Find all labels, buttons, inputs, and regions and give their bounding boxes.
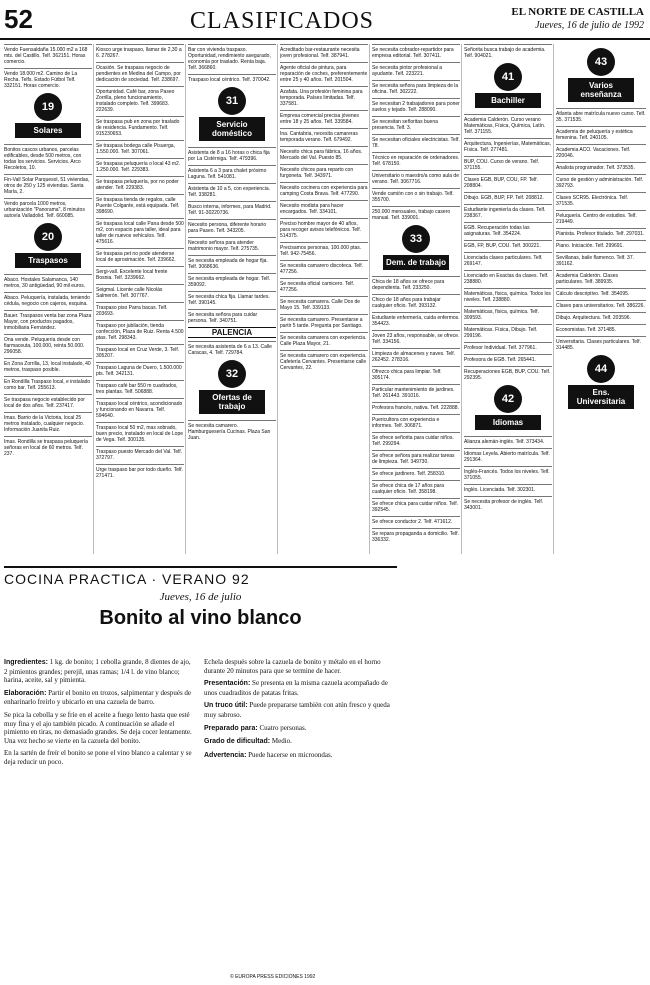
classified-column <box>464 44 552 560</box>
classified-ad: Se ofrece jardinero. Telf. 258310. <box>372 468 460 477</box>
classified-ad: Se traspasa bodega calle Pisuerga, 1.550.000. Telf. 307061. <box>96 140 184 155</box>
classified-ad: Se ofrece señora para realizar tareas de limpieza. Telf. 349730. <box>372 450 460 465</box>
classified-ad: Curso de gestión y administración. Telf. 392793. <box>556 174 646 189</box>
classified-ad: Necesito cocinera con experiencia para camping Costa Brava. Telf. 477290. <box>280 182 368 197</box>
classified-ad: Bar con vivienda traspaso. Oportunidad, rendimiento asegurado, economía por traslado. Renta baja. Telf. 366860. <box>188 44 276 71</box>
category-label: Bachiller <box>475 93 541 108</box>
classified-ad: Necesito persona, diferente horario para Paseo. Telf. 343205. <box>188 219 276 234</box>
classified-ad: Ina. Cantabria, necesita camareras temporada verano. Telf. 679492. <box>280 128 368 143</box>
classified-ad: Clases para universitarios. Telf. 386226. <box>556 300 646 309</box>
classified-ad: Matemáticas, física, química. Todos los niveles. Telf. 238880. <box>464 288 552 303</box>
recipe-paragraph: Se pica la cebolla y se fríe en el aceite a fuego lento hasta que esté muy fina y el ajo también picado. A continuación se añade el pimiento en tiras, no demasiado grandes. Se deja cocer lentamente. Una vez hecho se vierte en la cazuela del bonito. <box>4 710 192 745</box>
classified-ad: Puericultora con experiencia e informes. Telf. 306871. <box>372 414 460 429</box>
classified-ad: Urge traspaso bar por todo dueño. Telf. 271471. <box>96 464 184 479</box>
classified-ad: Vende camión con o sin trabajo. Telf. 355700. <box>372 188 460 203</box>
classified-ad: Se necesita asistenta de 6 a 13. Calle Caracas, 4. Telf. 729784. <box>188 341 276 356</box>
header-rule <box>0 38 650 40</box>
classified-ad: Abaco. Peluquería, instalada, teniendo cédula, negocio con cajeros, esquina. <box>4 292 92 307</box>
classified-ad: Traspaso local 50 m2, mas sobrado, buen precio, instalado en local de Lope de Vega. Telf. 300135. <box>96 422 184 443</box>
recipe-paragraph: Echela después sobre la cazuela de bonito y métalo en el horno durante 20 minutos para que se termine de hacer. <box>204 658 381 675</box>
classified-ad: Empresa comercial precisa jóvenes entre 18 y 25 años. Telf. 339584. <box>280 110 368 125</box>
classified-ad: Ocasión. Se traspasa negocio de pendientes en Medina del Campo, por dedicación de sociedad. Telf. 238697. <box>96 62 184 83</box>
classified-ad: Estudiante ingeniería da clases. Telf. 238367. <box>464 204 552 219</box>
classified-ad: Academia de peluquería y estética femenina. Telf. 240105. <box>556 126 646 141</box>
classified-ad: Asistenta de 10 a 5, con experiencia. Telf. 338281. <box>188 183 276 198</box>
classified-ad: Se necesita oficial carnicero. Telf. 477256. <box>280 278 368 293</box>
classified-ad: Se necesita cobrador-repartidor para empresa editorial. Telf. 307411. <box>372 44 460 59</box>
classified-ad: Asistenta de 8 a 16 horas o chica fija por La Cistérniga. Telf. 479396. <box>188 147 276 162</box>
classified-ad: Profesora francés, nativa. Telf. 222888. <box>372 402 460 411</box>
copyright: © EUROPA PRESS EDICIONES 1992 <box>230 974 316 980</box>
classified-ad: Fin-Vall Solar Parquesol, 51 viviendas, otros de 250 y 125 viviendas. Santa María, 2. <box>4 174 92 195</box>
category-badge <box>475 63 541 108</box>
classified-ad: Arquitectura, Ingenierías, Matemáticas, Física. Telf. 277481. <box>464 138 552 153</box>
classified-column <box>4 44 92 560</box>
classified-ad: En Rondilla Traspaso local, e instalado como bar. Telf. 255613. <box>4 376 92 391</box>
category-badge <box>15 223 81 268</box>
column-divider <box>553 44 554 554</box>
classified-ad: Se necesita empleada de hogar fija. Telf. 3068636. <box>188 255 276 270</box>
classified-ad: Academia ACO. Vacaciones. Telf. 220046. <box>556 144 646 159</box>
classified-ad: Necesito chica para fábrica, 16 años. Mercado del Val. Puesto 85. <box>280 146 368 161</box>
classified-ad: Bauer. Traspasos venta bar zona Plaza Mayor, con productos pagados, inmobiliaria Fernández. <box>4 310 92 331</box>
recipe-series-title: COCINA PRACTICA · VERANO 92 <box>4 566 397 587</box>
category-number: 44 <box>587 355 615 383</box>
classified-ad: Se necesita chica fija. Llamar tardes. Telf. 390145. <box>188 291 276 306</box>
classified-column <box>96 44 184 560</box>
classified-ad: Traspaso local céntrico. Telf. 370042. <box>188 74 276 83</box>
classified-ad: EGB, FP, BUP, COU. Telf. 300221. <box>464 240 552 249</box>
classified-ad: 250.000 mensuales, trabajo casero manual. Telf. 339001. <box>372 206 460 221</box>
classified-ad: Academia Calderón. Curso verano Matemáticas, Física, Química, Latín. Telf. 371155. <box>464 114 552 135</box>
classified-ad: Licenciado en Exactas da clases. Telf. 238880. <box>464 270 552 285</box>
classified-ad: Traspaso Laguna de Duero, 1.500.000 pts. Telf. 342131. <box>96 362 184 377</box>
classified-ad: Kiosco urge traspaso, llamar de 2,30 a 6. 278267. <box>96 44 184 59</box>
classified-ad: Licenciada clases particulares. Telf. 269147. <box>464 252 552 267</box>
recipe-date: Jueves, 16 de julio <box>159 591 242 603</box>
classified-ad: Se traspasa local calle Pana desde 500 m2, con espacio para taller, ideal para taller de nuevos vehículos. Telf. 475616. <box>96 218 184 245</box>
category-badge <box>199 360 265 414</box>
classified-ad: Oportunidad. Café bar, zona Paseo Zorrilla, pleno funcionamiento, instalado completo. Telf. 399683. 222639. <box>96 86 184 113</box>
column-divider <box>185 44 186 554</box>
category-number: 20 <box>34 223 62 251</box>
classified-ad: Idiomas Leyela. Abierto matrícula. Telf. 291364. <box>464 448 552 463</box>
classified-ad: Alianza alemán-inglés. Telf. 373434. <box>464 436 552 445</box>
classified-ad: Se necesitan señoritas buena presencia. Telf. 3. <box>372 116 460 131</box>
recipe-paragraph: En la sartén de freír el bonito se pone el vino blanco a calentar y se deja reducir un poco. <box>4 749 192 766</box>
classified-ad: Imas. Barrio de la Victoria, local 25 metros instalado, cualquier negocio. Información Juanita Ruiz. <box>4 412 92 433</box>
category-number: 41 <box>494 63 522 91</box>
recipe-paragraph: Ingredientes: 1 kg. de bonito; 1 cebolla grande, 8 dientes de ajo, 2 pimientos grandes; perejil, unas ramas; 1/4 l. de vino blanco; harina, aceite, sal y pimienta. <box>4 658 191 685</box>
recipe-headline: Bonito al vino blanco <box>99 607 302 629</box>
classified-ad: Vendo parcela 1000 metros, urbanización "Panorama", 8 minutos autovía Valladolid. Telf. 660085. <box>4 198 92 219</box>
classified-ad: Matemáticas. Física, Dibujo. Telf. 299196. <box>464 324 552 339</box>
classified-ad: Abaco. Hostales Salamanca, 140 metros, 30 antigüedad, 90 mil euros. <box>4 274 92 289</box>
column-divider <box>93 44 94 554</box>
classified-ad: Sergi-vall. Excelente local frente Bosnia. Telf. 3239662. <box>96 266 184 281</box>
classified-ad: Chica de 18 años se ofrece para dependienta. Telf. 233250. <box>372 276 460 291</box>
classified-ad: Vendo Fuensaldaña 15.000 m2 a 168 mts. del Castillo. Telf. 362151. Horas comercio. <box>4 44 92 65</box>
classified-ad: Universitario o maestro/a como aula de verano. Telf. 3067716. <box>372 170 460 185</box>
city-heading: PALENCIA <box>188 327 276 338</box>
classified-ad: Particular mantenimiento de jardines. Telf. 261443. 391016. <box>372 384 460 399</box>
classified-ad: Clases EGB, BUP, COU, FP. Telf. 208804. <box>464 174 552 189</box>
recipe-label: Un truco útil: <box>204 702 248 710</box>
classified-ad: Precisamos personas, 100.000 ptas. Telf. 942-75456. <box>280 242 368 257</box>
classified-ad: Profesora de EGB. Telf. 265441. <box>464 354 552 363</box>
classified-column <box>188 44 276 560</box>
classified-ad: Se necesita señora para limpieza de la oficina. Telf. 302222. <box>372 80 460 95</box>
classified-ad: Bonitos cascos urbanos, parcelas edificables, desde 500 metros, con todas los servicios. Servicios. Arco Recoletos, 10. <box>4 144 92 171</box>
classified-ad: Técnico en reparación de ordenadores. Telf. 678150. <box>372 152 460 167</box>
classified-ad: Se ofrece conductor 2. Telf. 471612. <box>372 516 460 525</box>
classified-ad: Acreditado bar-restaurante necesita joven profesional. Telf. 387941. <box>280 44 368 59</box>
classified-ad: Se traspasa pet no pode atenderse local de aproximación. Telf. 239662. <box>96 248 184 263</box>
classified-ad: Se necesita camarera. Calle Dos de Mayo 15. Telf. 339133. <box>280 296 368 311</box>
page-header <box>0 0 650 40</box>
classified-ad: Peluquería. Centro de estudios. Telf. 219449. <box>556 210 646 225</box>
classified-ad: Inglés-Francés. Todos los niveles. Telf. 371055. <box>464 466 552 481</box>
recipe-label: Grado de dificultad: <box>204 738 271 746</box>
column-divider <box>369 44 370 554</box>
category-badge <box>199 87 265 141</box>
classified-ad: Se necesita camarera con experiencia. Calle Plaza Mayor, 21. <box>280 332 368 347</box>
classified-ad: Asistenta 6 a 3 para chalet próximo Laguna. Telf. 541081. <box>188 165 276 180</box>
classified-ad: Dibujo. EGB, BUP, FP. Telf. 208812. <box>464 192 552 201</box>
column-divider <box>461 44 462 554</box>
classified-ad: Analista programador. Telf. 373535. <box>556 162 646 171</box>
classified-ad: BUP, COU. Curso de verano. Telf. 371155. <box>464 156 552 171</box>
category-label: Ofertas de trabajo <box>199 390 265 414</box>
classified-ad: Recuperaciones EGB, BUP, COU. Telf. 292395. <box>464 366 552 381</box>
category-label: Dem. de trabajo <box>383 255 449 270</box>
classified-ad: Se necesita empleada de hogar. Telf. 359092. <box>188 273 276 288</box>
classified-ad: Se necesita camarero. Hamburguesería Cucinas. Plaza San Juan. <box>188 420 276 441</box>
category-label: Traspasos <box>15 253 81 268</box>
classified-ad: Inglés. Licenciada. Telf. 302301. <box>464 484 552 493</box>
section-title: CLASIFICADOS <box>190 8 375 34</box>
classified-ad: Universitaria. Clases particulares. Telf. 314485. <box>556 336 646 351</box>
classified-ad: Traspaso puesto Mercado del Val. Telf. 372797. <box>96 446 184 461</box>
classified-ad: Se traspasa pub en zona por traslado de residencia. Fundamento. Telf. 915230653. <box>96 116 184 137</box>
category-label: Ens. Universitaria <box>568 385 634 409</box>
issue-date: Jueves, 16 de julio de 1992 <box>535 20 644 31</box>
classified-ad: Se necesita profesor de inglés. Telf. 343001. <box>464 496 552 511</box>
category-number: 31 <box>218 87 246 115</box>
classified-ad: Se necesitan oficiales electricistas. Telf. 78. <box>372 134 460 149</box>
recipe-paragraph: Presentación: Se presenta en la misma cazuela acompañado de unos cuadraditos de patatas fritas. <box>204 679 388 697</box>
classified-ad: Se necesitan 2 trabajadores para poner suelos y tejado. Telf. 288090. <box>372 98 460 113</box>
recipe-box <box>4 566 397 966</box>
classified-ad: Ofrezco chica para limpiar. Telf. 305174. <box>372 366 460 381</box>
classified-ad: Ona vende. Peluquería desde con fiarmaceuta, 100.000, reinta 50.000. 296058. <box>4 334 92 355</box>
classified-ad: Profesor Individual. Telf. 377961. <box>464 342 552 351</box>
classified-column <box>556 44 646 560</box>
recipe-paragraph: Elaboración: Partir el bonito en trozos, salpimentar y después de enharinarlo freírlo y ubicarlo en una cazuela de barro. <box>4 688 192 707</box>
classified-ad: Imas. Rondilla se traspasa peluquería señoras en local de 60 metros. Telf. 237. <box>4 436 92 457</box>
classified-ad: Se necesita pintor profesional a ayudante. Telf. 223221. <box>372 62 460 77</box>
classified-ad: Se necesita camarero con experiencia. Cafetería Cervantes. Presentarse calle Cervantes, 22. <box>280 350 368 371</box>
classified-ad: Azafata. Una profesión feminina para temporada. Países limitadas. Telf. 337581. <box>280 86 368 107</box>
recipe-paragraph: Advertencia: Puede hacerse en microondas. <box>204 750 333 759</box>
classified-ad: Se ofrece señorita para cuidar niños. Telf. 299294. <box>372 432 460 447</box>
classified-ad: Se ofrece chica para cuidar niños. Telf. 392545. <box>372 498 460 513</box>
classified-ad: Se necesita camarero discoteca. Telf. 477256. <box>280 260 368 275</box>
category-badge <box>475 385 541 430</box>
recipe-paragraph: Grado de dificultad: Medio. <box>204 737 292 746</box>
recipe-label: Advertencia: <box>204 751 247 759</box>
category-badge <box>383 225 449 270</box>
category-number: 32 <box>218 360 246 388</box>
classified-ad: Traspaso café bar 550 m cuadrados, tres plantas. Telf. 506888. <box>96 380 184 395</box>
classified-ad: En Zona Zorrilla, 13, local instalado, 40 metros, traspaso posible. <box>4 358 92 373</box>
classified-ad: Se necesita señora para cuidar persona. Telf. 340751. <box>188 309 276 324</box>
recipe-left-column <box>4 658 194 771</box>
classified-ad: Pianista. Profesor titulado. Telf. 297031. <box>556 228 646 237</box>
classified-ad: Señorita busca trabajo de academia. Telf. 904021. <box>464 44 552 59</box>
classified-ad: Se repara propaganda a domicilio. Telf. 336332. <box>372 528 460 543</box>
classified-ad: Traspaso por jubilación, tienda confección, Plaza de Ruiz. Renta 4.500 ptas. Telf. 298343. <box>96 320 184 341</box>
classified-ad: Vendo 18.000 m2. Camino de La Recha. Telfs. Estado Fútbol Telf. 332151. Horas comercio. <box>4 68 92 89</box>
classified-ad: Piano. Iniciación. Telf. 299691. <box>556 240 646 249</box>
classified-ad: Agente oficial de pintura, para reparación de coches, preferentemente entre 25 y 40 años. Telf. 201504. <box>280 62 368 83</box>
classified-ad: Sevillanas, baile flamenco. Telf. 37. 391162. <box>556 252 646 267</box>
classified-ad: Preciso hombre mayor de 40 años, para recoger avisos telefónicos. Telf. 514375. <box>280 218 368 239</box>
category-label: Idiomas <box>475 415 541 430</box>
classified-ad: Se traspasa tienda de regalos, calle Puente Colgante, está equipada. Telf. 398690. <box>96 194 184 215</box>
recipe-label: Ingredientes: <box>4 659 48 666</box>
category-number: 19 <box>34 93 62 121</box>
category-number: 43 <box>587 48 615 76</box>
classified-ad: Traspaso local céntrico, acondicionado y funcionando en Navarra. Telf. 594640. <box>96 398 184 419</box>
classified-ad: Joven 23 años, responsable, se ofrece. Telf. 334156. <box>372 330 460 345</box>
recipe-right-column <box>204 658 394 764</box>
recipe-label: Preparado para: <box>204 724 258 732</box>
classified-ad: Necesito chicos para reparto con furgoneta. Telf. 343971. <box>280 164 368 179</box>
category-badge <box>568 355 634 409</box>
recipe-paragraph: Un truco útil: Puede prepararse también con atún fresco y queda muy sabroso. <box>204 701 390 719</box>
classified-ad: Atlanta abre matrícula nuevo curso. Telf. 35. 371535. <box>556 108 646 123</box>
category-label: Servicio doméstico <box>199 117 265 141</box>
category-label: Varios enseñanza <box>568 78 634 102</box>
classified-ad: Necesito señora para atender matrimonio mayor. Telf. 275735. <box>188 237 276 252</box>
classified-column <box>372 44 460 560</box>
classified-ad: Se traspasa peluquería o local 43 m2. 1.250.000. Telf. 229383. <box>96 158 184 173</box>
classified-ad: Necesito modista para hacer encargados. Telf. 334101. <box>280 200 368 215</box>
page-number: 52 <box>4 4 33 34</box>
classified-ad: Economistas. Telf. 371485. <box>556 324 646 333</box>
classified-ad: Clases SCR95. Electrónica. Telf. 371535. <box>556 192 646 207</box>
newspaper-name: EL NORTE DE CASTILLA <box>511 6 644 18</box>
recipe-label: Presentación: <box>204 680 251 688</box>
classified-ad: Se traspasa negocio establecido por local de dos años. Telf. 237417. <box>4 394 92 409</box>
classified-ad: Seigmal. Licente calle Nicolás Salmerón. Telf. 307767. <box>96 284 184 299</box>
recipe-label: Elaboración: <box>4 689 47 697</box>
classified-ad: Se ofrece chica de 17 años para cualquier oficio. Telf. 358198. <box>372 480 460 495</box>
category-number: 33 <box>402 225 430 253</box>
classified-column <box>280 44 368 560</box>
classified-ad: Chico de 18 años para trabajar cualquier oficio. Telf. 393132. <box>372 294 460 309</box>
classified-ad: Se necesita camarero. Presentarse a partir 5 tarde. Pregunta por Santiago. <box>280 314 368 329</box>
recipe-paragraph: Preparado para: Cuatro personas. <box>204 723 307 732</box>
classified-ad: Matemáticas, física, química. Telf. 309593. <box>464 306 552 321</box>
classified-ad: Cálculo descriptivo. Telf. 354095. <box>556 288 646 297</box>
classified-ad: EGB. Recuperación todas las asignaturas. Telf. 354224. <box>464 222 552 237</box>
classified-ad: Traspaso piso Parra bacas. Telf. 203693. <box>96 302 184 317</box>
category-number: 42 <box>494 385 522 413</box>
classified-ad: Busco interna, informes, para Madrid. Telf. 91-30220736. <box>188 201 276 216</box>
classified-ad: Dibujo. Arquitectura. Telf. 203596. <box>556 312 646 321</box>
classified-ad: Estudiante enfermería, cuida enfermos. 354423. <box>372 312 460 327</box>
classified-ad: Traspaso local en Cruz Verde, 3. Telf. 305207. <box>96 344 184 359</box>
category-label: Solares <box>15 123 81 138</box>
classified-ad: Limpieza de almacenes y naves. Telf. 262452. 278316. <box>372 348 460 363</box>
classified-ad: Se traspasa peluquería, por no poder atender. Telf. 229383. <box>96 176 184 191</box>
category-badge <box>568 48 634 102</box>
classified-ad: Academia Calderón. Clases particulares. Telf. 389935. <box>556 270 646 285</box>
category-badge <box>15 93 81 138</box>
column-divider <box>277 44 278 554</box>
